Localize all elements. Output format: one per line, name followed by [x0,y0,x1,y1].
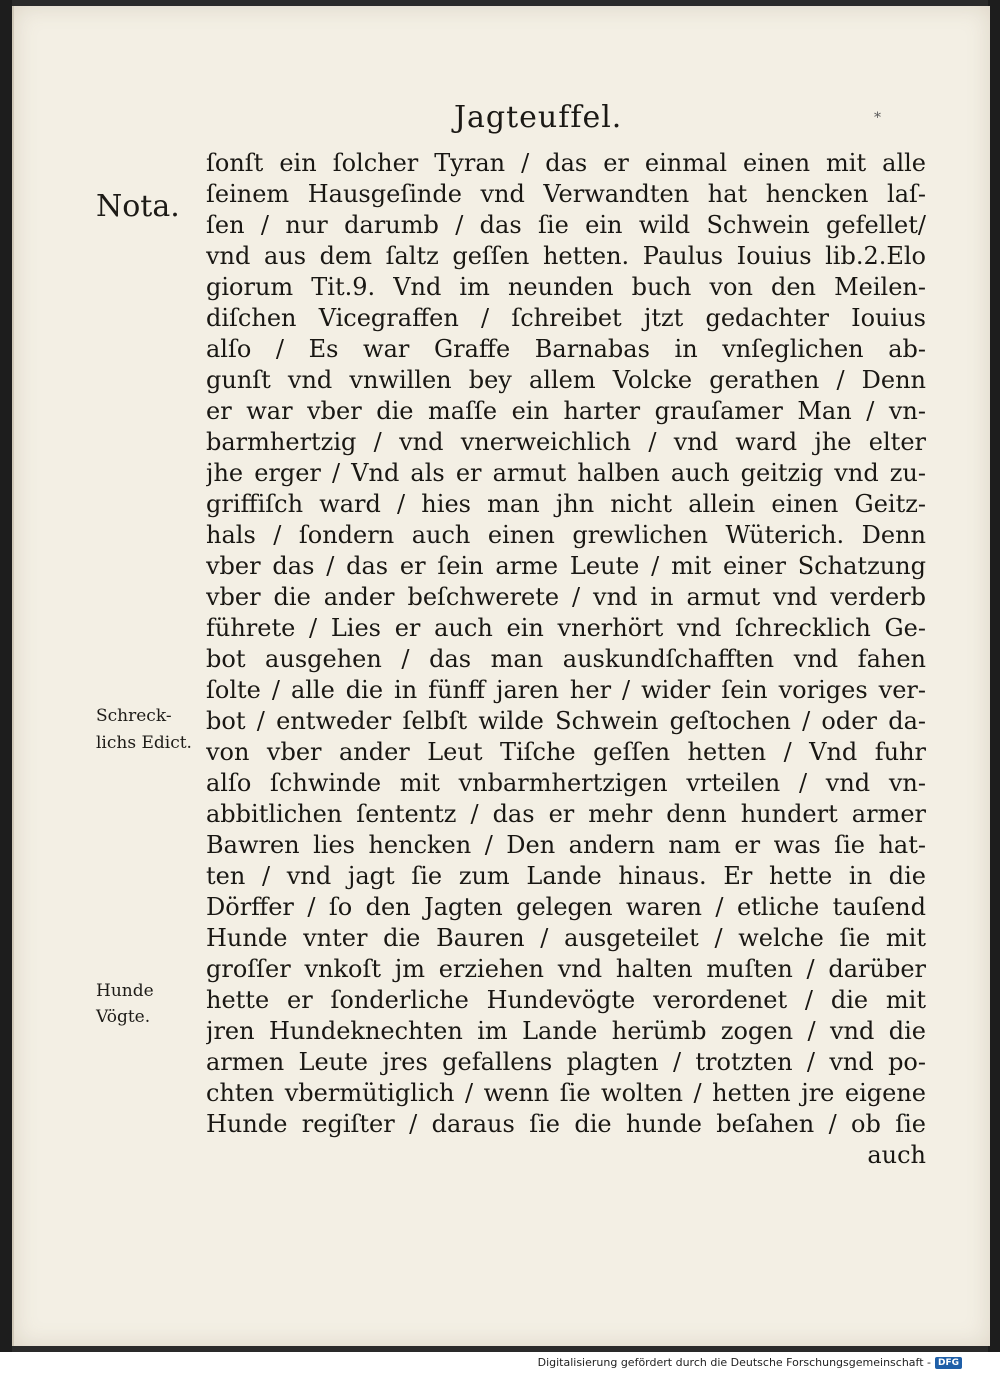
page-mark: * [874,110,881,126]
text-line: Bawren lies hencken / Den andern nam er was ſie hat- [206,831,926,859]
margin-note-schreck-1: Schreck- [96,706,172,726]
footer-credit [538,1356,962,1369]
text-line: Hunde regiſter / daraus ſie die hunde beſahen / ob ſie [206,1110,926,1138]
text-line: er war vber die maſſe ein harter grauſamer Man / vn- [206,397,926,425]
margin-note-nota: Nota. [96,189,180,224]
margin-note-hunde-2: Vögte. [96,1007,151,1027]
text-line: Dörffer / ſo den Jagten gelegen waren / etliche tauſend [206,893,926,921]
text-line: vber die ander beſchwerete / vnd in armut vnd verderb [206,583,926,611]
text-line: ſeinem Hausgeſinde vnd Verwandten hat hencken laſ- [206,180,926,208]
body-text [206,148,926,1171]
text-line: ſonſt ein ſolcher Tyran / das er einmal einen mit alle [206,149,926,177]
text-line: armen Leute jres gefallens plagten / trotzten / vnd po- [206,1048,926,1076]
margin-note-hunde-1: Hunde [96,981,154,1001]
scan-left-edge [0,0,12,1352]
text-line: ten / vnd jagt ſie zum Lande hinaus. Er hette in die [206,862,926,890]
text-line: vber das / das er ſein arme Leute / mit einer Schatzung [206,552,926,580]
text-line: ſolte / alle die in fünff jaren her / wider ſein voriges ver- [206,676,926,704]
text-line: groſſer vnkoſt jm erziehen vnd halten muſten / darüber [206,955,926,983]
text-line: jhe erger / Vnd als er armut halben auch geitzig vnd zu- [206,459,926,487]
text-line: alſo ſchwinde mit vnbarmhertzigen vrteilen / vnd vn- [206,769,926,797]
text-line: auch [867,1141,926,1169]
text-line: bot / entweder ſelbſt wilde Schwein geſtochen / oder da- [206,707,926,735]
text-line: hette er ſonderliche Hundevögte verordenet / die mit [206,986,926,1014]
text-line: bot ausgehen / das man auskundſchafften vnd fahen [206,645,926,673]
text-line: barmhertzig / vnd vnerweichlich / vnd ward jhe elter [206,428,926,456]
text-line: ſen / nur darumb / das ſie ein wild Schwein gefellet/ [206,211,926,239]
text-line: führete / Lies er auch ein vnerhört vnd ſchrecklich Ge- [206,614,926,642]
dfg-logo-icon: DFG [935,1357,962,1369]
text-line: giorum Tit.9. Vnd im neunden buch von den Meilen- [206,273,926,301]
text-line: abbitlichen ſententz / das er mehr denn hundert armer [206,800,926,828]
text-line: vnd aus dem ſaltz geſſen hetten. Paulus Iouius lib.2.Elo [206,242,926,270]
running-head: Jagteuffel. [454,100,623,135]
text-line: diſchen Vicegraffen / ſchreibet jtzt gedachter Iouius [206,304,926,332]
text-line: jren Hundeknechten im Lande herümb zogen / vnd die [206,1017,926,1045]
footer-credit-text: Digitalisierung gefördert durch die Deutsche Forschungsgemeinschaft - [537,1356,931,1369]
text-line: von vber ander Leut Tiſche geſſen hetten / Vnd fuhr [206,738,926,766]
margin-note-schreck-2: lichs Edict. [96,733,192,753]
text-line: Hunde vnter die Bauren / ausgeteilet / welche ſie mit [206,924,926,952]
text-line: chten vbermütiglich / wenn ſie wolten / hetten jre eigene [206,1079,926,1107]
text-line: alſo / Es war Graffe Barnabas in vnſeglichen ab- [206,335,926,363]
text-line: gunſt vnd vnwillen bey allem Volcke gerathen / Denn [206,366,926,394]
book-page [12,6,990,1346]
text-line: griffiſch ward / hies man jhn nicht allein einen Geitz- [206,490,926,518]
text-line: hals / ſondern auch einen grewlichen Wüterich. Denn [206,521,926,549]
